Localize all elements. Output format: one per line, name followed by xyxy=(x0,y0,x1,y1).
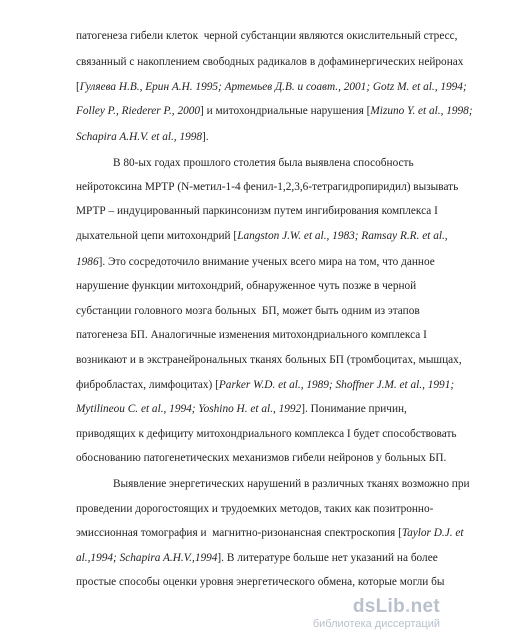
text-line xyxy=(76,575,526,589)
text-line xyxy=(76,204,438,218)
text-run: [ xyxy=(76,81,80,93)
text-run: ] и митохондриальные нарушения [ xyxy=(200,105,371,117)
text-run: дыхательной цепи митохондрий [ xyxy=(76,230,238,242)
text-run: обоснованию патогенетических механизмов гибели нейронов у больных БП. xyxy=(76,452,447,464)
citation-text: Folley P., Riederer P., 2000 xyxy=(76,105,201,117)
watermark-logo: dsLib.net xyxy=(352,596,440,617)
text-run: приводящих к дефициту митохондриального комплекса I будет способствовать xyxy=(76,428,457,440)
citation-text: al.,1994; Schapira A.H.V.,1994 xyxy=(76,552,218,564)
text-line xyxy=(113,477,470,491)
citation-text: Parker W.D. et al., 1989; Shoffner J.M. et al., 1991; xyxy=(218,379,455,391)
citation-text: Langston J.W. et al., 1983; Ramsay R.R. et al., xyxy=(237,230,448,242)
text-line xyxy=(76,304,420,318)
text-run: возникают и в экстранейрональных тканях больных БП (тромбоцитах, мышцах, xyxy=(76,354,462,366)
citation-text: 1986 xyxy=(76,256,99,268)
text-run: Выявление энергетических нарушений в различных тканях возможно при xyxy=(113,478,470,490)
watermark xyxy=(290,596,440,636)
citation-text: Mytilineou C. et al., 1994; Yoshino H. et al., 1992 xyxy=(76,403,302,415)
text-run: МРТР – индуцированный паркинсонизм путем ингибирования комплекса I xyxy=(76,205,438,217)
text-run: нейротоксина МРТР (N-метил-1-4 фенил-1,2,3,6-тетрагидропиридил) вызывать xyxy=(76,181,459,193)
text-run: связанный с накоплением свободных радикалов в дофаминергических нейронах xyxy=(76,56,464,68)
text-line xyxy=(76,402,407,416)
text-line xyxy=(76,180,458,194)
citation-text: Schapira A.H.V. et al., 1998 xyxy=(76,131,203,143)
text-run: простые способы оценки уровня энергетического обмена, которые могли бы xyxy=(76,576,445,588)
text-line xyxy=(76,378,454,392)
text-line xyxy=(76,104,473,118)
text-line xyxy=(76,526,464,540)
text-run: ]. Это сосредоточило внимание ученых всего мира на том, что данное xyxy=(98,256,435,268)
text-run: фибробластах, лимфоцитах) [ xyxy=(76,379,219,391)
text-line xyxy=(76,80,467,94)
text-run: нарушение функции митохондрий, обнаруженное чуть позже в черной xyxy=(76,280,417,292)
text-line xyxy=(76,55,463,69)
text-line xyxy=(76,255,435,269)
text-line xyxy=(76,451,526,465)
text-run: субстанции головного мозга больных БП, может быть одним из этапов xyxy=(76,305,420,317)
text-run: патогенеза БП. Аналогичные изменения митохондриального комплекса I xyxy=(76,329,427,341)
text-run: ]. Понимание причин, xyxy=(301,403,407,415)
text-line xyxy=(113,156,414,170)
text-run: ]. В литературе больше нет указаний на более xyxy=(217,552,438,564)
text-run: ]. xyxy=(202,131,209,143)
citation-text: Taylor D.J. et xyxy=(401,527,464,539)
text-line xyxy=(76,29,457,43)
text-run: проведении дорогостоящих и трудоемких методов, таких как позитронно- xyxy=(76,503,434,515)
text-line xyxy=(76,328,427,342)
text-line xyxy=(76,427,457,441)
watermark-caption: библиотека диссертаций xyxy=(312,618,440,630)
text-line xyxy=(76,551,438,565)
text-line xyxy=(76,279,416,293)
text-line xyxy=(76,353,462,367)
text-line xyxy=(76,130,526,144)
text-run: патогенеза гибели клеток черной субстанции являются окислительный стресс, xyxy=(76,30,458,42)
text-run: эмиссионная томография и магнитно-ризонансная спектроскопия [ xyxy=(76,527,402,539)
citation-text: Mizuno Y. et al., 1998; xyxy=(370,105,473,117)
text-run: В 80-ых годах прошлого столетия была выявлена способность xyxy=(113,157,414,169)
text-line xyxy=(76,229,448,243)
text-line xyxy=(76,502,433,516)
citation-text: Гуляева Н.В., Ерин А.Н. 1995; Артемьев Д.В. и соавт., 2001; Gotz M. et al., 1994; xyxy=(79,81,467,93)
